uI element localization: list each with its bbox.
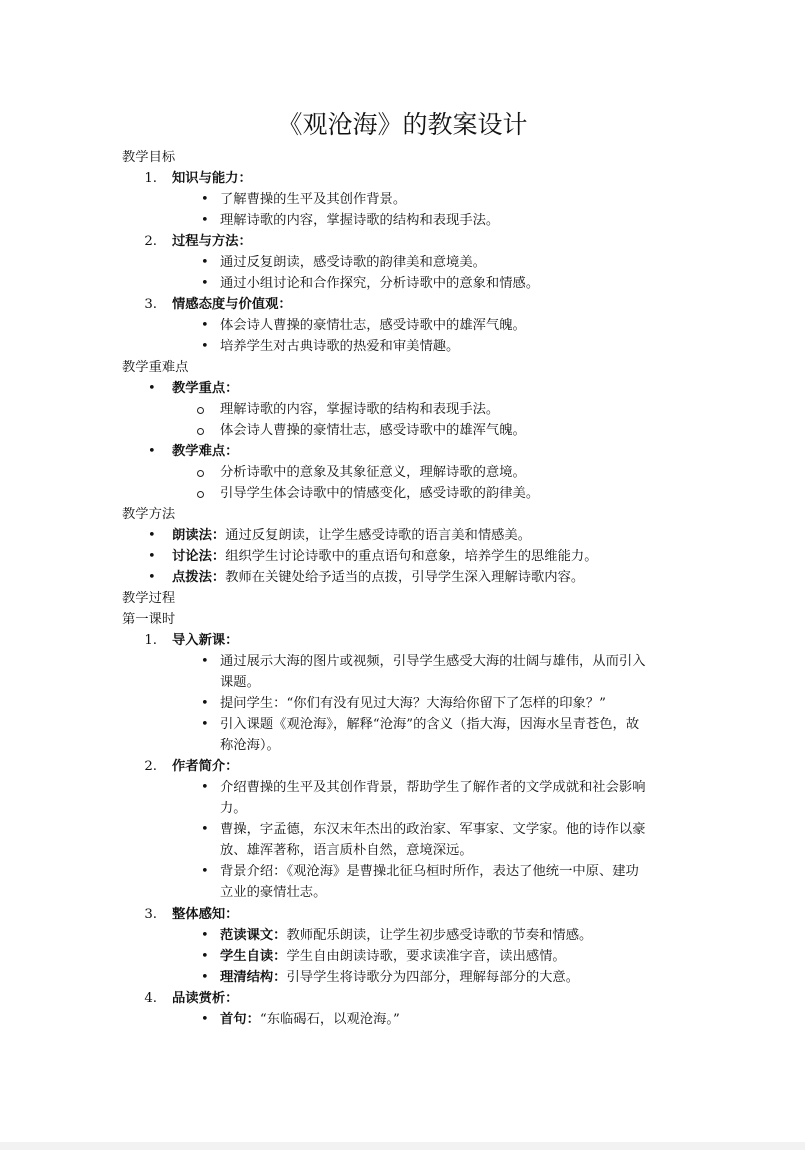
list-item bbox=[220, 947, 566, 967]
list-item: 了解曹操的生平及其创作背景。 bbox=[220, 192, 407, 207]
list-label: 知识与能力： bbox=[172, 171, 252, 186]
step-text: “东临碣石，以观沧海。” bbox=[259, 1012, 400, 1027]
subheading-first-lesson: 第一课时 bbox=[122, 612, 176, 627]
section-heading-objectives: 教学目标 bbox=[122, 150, 176, 165]
list-label: 过程与方法： bbox=[172, 234, 252, 249]
list-item: 引导学生体会诗歌中的情感变化，感受诗歌的韵律美。 bbox=[220, 486, 540, 501]
list-item: 理解诗歌的内容，掌握诗歌的结构和表现手法。 bbox=[220, 402, 500, 417]
list-label: 教学重点： bbox=[172, 381, 239, 396]
method-text: 教师在关键处给予适当的点拨，引导学生深入理解诗歌内容。 bbox=[225, 570, 585, 585]
step-label: 学生自读： bbox=[220, 949, 287, 964]
circle-bullet-icon bbox=[197, 428, 204, 435]
step-text: 引导学生将诗歌分为四部分，理解每部分的大意。 bbox=[286, 970, 580, 985]
list-item: 体会诗人曹操的豪情壮志，感受诗歌中的雄浑气魄。 bbox=[220, 423, 526, 438]
bullet-icon: • bbox=[201, 192, 209, 207]
circle-bullet-icon bbox=[197, 470, 204, 477]
bullet-icon: • bbox=[148, 570, 156, 585]
list-item-line: 曹操，字孟德，东汉末年杰出的政治家、军事家、文学家。他的诗作以豪 bbox=[220, 822, 646, 837]
step-label: 首句： bbox=[220, 1012, 260, 1027]
step-label: 范读课文： bbox=[220, 928, 287, 943]
step-label: 理清结构： bbox=[220, 970, 287, 985]
list-item: 通过反复朗读，感受诗歌的韵律美和意境美。 bbox=[220, 255, 486, 270]
list-item-line: 引入课题《观沧海》，解释“沧海”的含义（指大海，因海水呈青苍色，故 bbox=[220, 717, 640, 732]
circle-bullet-icon bbox=[197, 491, 204, 498]
bullet-icon: • bbox=[201, 864, 209, 879]
method-label: 朗读法： bbox=[172, 528, 226, 543]
list-item: 理解诗歌的内容，掌握诗歌的结构和表现手法。 bbox=[220, 213, 500, 228]
list-number: 4. bbox=[144, 991, 157, 1006]
bullet-icon: • bbox=[201, 949, 209, 964]
bullet-icon: • bbox=[201, 970, 209, 985]
bullet-icon: • bbox=[201, 654, 209, 669]
bullet-icon: • bbox=[201, 696, 209, 711]
bullet-icon: • bbox=[201, 717, 209, 732]
bullet-icon: • bbox=[201, 1012, 209, 1027]
list-item-line: 立业的豪情壮志。 bbox=[220, 885, 327, 900]
list-label: 导入新课： bbox=[172, 633, 239, 648]
bullet-icon: • bbox=[148, 381, 156, 396]
bullet-icon: • bbox=[201, 339, 209, 354]
bullet-icon: • bbox=[201, 213, 209, 228]
bullet-icon: • bbox=[201, 255, 209, 270]
list-label: 情感态度与价值观： bbox=[172, 297, 292, 312]
section-heading-key-points: 教学重难点 bbox=[122, 360, 189, 375]
bullet-icon: • bbox=[201, 780, 209, 795]
method-text: 组织学生讨论诗歌中的重点语句和意象，培养学生的思维能力。 bbox=[225, 549, 598, 564]
list-label: 品读赏析： bbox=[172, 991, 239, 1006]
step-text: 学生自由朗读诗歌，要求读准字音，读出感情。 bbox=[286, 949, 566, 964]
bullet-icon: • bbox=[148, 528, 156, 543]
list-number: 3. bbox=[144, 297, 157, 312]
list-item bbox=[220, 1010, 400, 1030]
list-number: 2. bbox=[144, 234, 157, 249]
list-item-line: 放、雄浑著称，语言质朴自然，意境深远。 bbox=[220, 843, 473, 858]
list-number: 2. bbox=[144, 759, 157, 774]
step-text: 教师配乐朗读，让学生初步感受诗歌的节奏和情感。 bbox=[286, 928, 593, 943]
list-number: 1. bbox=[144, 171, 157, 186]
list-item: 培养学生对古典诗歌的热爱和审美情趣。 bbox=[220, 339, 460, 354]
bullet-icon: • bbox=[201, 318, 209, 333]
list-item-line: 称沧海）。 bbox=[220, 738, 280, 753]
bullet-icon: • bbox=[201, 276, 209, 291]
section-heading-process: 教学过程 bbox=[122, 591, 176, 606]
bullet-icon: • bbox=[201, 928, 209, 943]
list-number: 3. bbox=[144, 907, 157, 922]
list-item-line: 提问学生：“你们有没有见过大海？大海给你留下了怎样的印象？” bbox=[220, 696, 606, 711]
list-item-line: 力。 bbox=[220, 801, 247, 816]
bullet-icon: • bbox=[148, 549, 156, 564]
list-item-line: 课题。 bbox=[220, 675, 260, 690]
circle-bullet-icon bbox=[197, 407, 204, 414]
list-item bbox=[172, 547, 598, 567]
method-label: 点拨法： bbox=[172, 570, 226, 585]
page-title: 《观沧海》的教案设计 bbox=[277, 110, 528, 139]
list-number: 1. bbox=[144, 633, 157, 648]
list-item-line: 通过展示大海的图片或视频，引导学生感受大海的壮阔与雄伟，从而引入 bbox=[220, 654, 646, 669]
list-item: 分析诗歌中的意象及其象征意义，理解诗歌的意境。 bbox=[220, 465, 526, 480]
list-item: 体会诗人曹操的豪情壮志，感受诗歌中的雄浑气魄。 bbox=[220, 318, 526, 333]
list-item: 通过小组讨论和合作探究，分析诗歌中的意象和情感。 bbox=[220, 276, 540, 291]
list-label: 教学难点： bbox=[172, 444, 239, 459]
list-item-line: 介绍曹操的生平及其创作背景，帮助学生了解作者的文学成就和社会影响 bbox=[220, 780, 646, 795]
list-label: 作者简介： bbox=[172, 759, 239, 774]
list-label: 整体感知： bbox=[172, 907, 239, 922]
list-item bbox=[220, 926, 592, 946]
list-item bbox=[220, 968, 579, 988]
list-item bbox=[172, 526, 531, 546]
list-item bbox=[172, 568, 584, 588]
list-item-line: 背景介绍：《观沧海》是曹操北征乌桓时所作，表达了他统一中原、建功 bbox=[220, 864, 639, 879]
method-label: 讨论法： bbox=[172, 549, 226, 564]
section-heading-methods: 教学方法 bbox=[122, 507, 176, 522]
method-text: 通过反复朗读，让学生感受诗歌的语言美和情感美。 bbox=[225, 528, 532, 543]
bullet-icon: • bbox=[148, 444, 156, 459]
bullet-icon: • bbox=[201, 822, 209, 837]
